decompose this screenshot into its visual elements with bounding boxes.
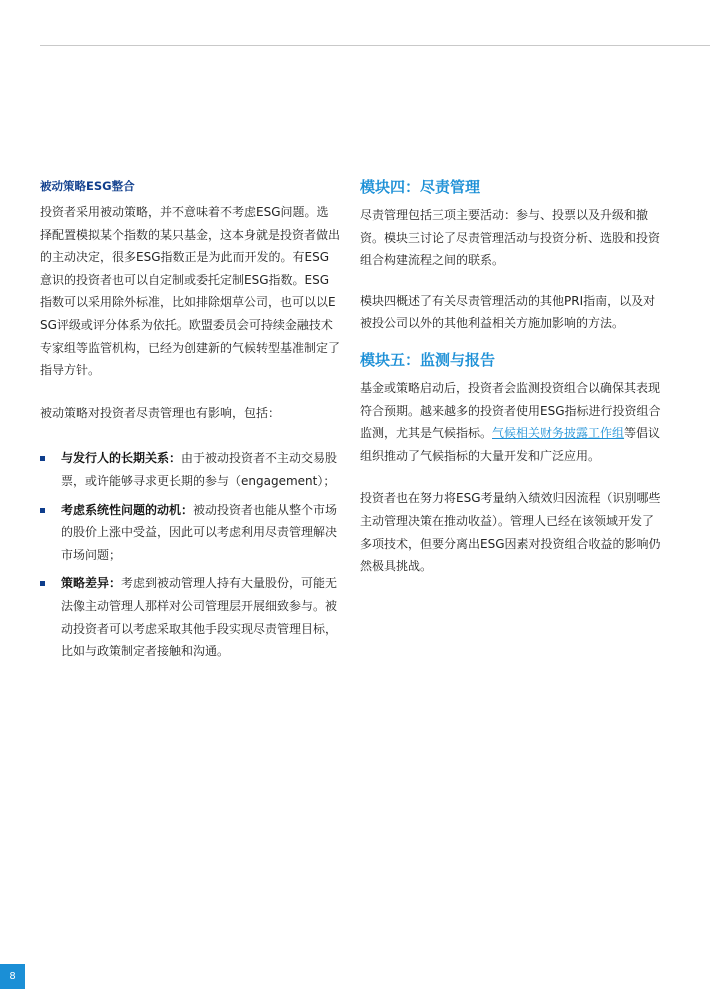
module-5-text-after-link: 等倡议组织推动了气候指标的大量开发和广泛应用。: [360, 426, 661, 463]
bullet-term: 考虑系统性问题的动机：: [61, 502, 194, 517]
right-column: [360, 176, 665, 578]
bullet-text: 考虑到被动管理人持有大量股份，可能无法像主动管理人那样对公司管理层开展细致参与。被动投资者可以考虑采取其他手段实现尽责管理目标，比如与政策制定者接触和沟通。: [61, 576, 338, 659]
tcfd-link[interactable]: 气候相关财务披露工作组: [492, 426, 625, 441]
passive-stewardship-intro: 被动策略对投资者尽责管理也有影响，包括：: [40, 405, 281, 420]
bullet-text: 由于被动投资者不主动交易股票，或许能够寻求更长期的参与（engagement）；: [61, 451, 338, 488]
module-4-paragraph-1: 尽责管理包括三项主要活动：参与、投票以及升级和撤资。模块三讨论了尽责管理活动与投资分析、选股和投资组合构建流程之间的联系。: [360, 208, 661, 268]
bullet-square-icon: [40, 456, 45, 461]
module-5-paragraph-2: 投资者也在努力将ESG考量纳入绩效归因流程（识别哪些主动管理决策在推动收益）。管理人已经在该领域开发了多项技术，但要分离出ESG因素对投资组合收益的影响仍然极具挑战。: [360, 491, 661, 574]
section-heading-passive-esg: 被动策略ESG整合: [40, 179, 135, 193]
list-item: [40, 447, 340, 492]
module-4-paragraph-2: 模块四概述了有关尽责管理活动的其他PRI指南，以及对被投公司以外的其他利益相关方施加影响的方法。: [360, 293, 656, 331]
bullet-text: 被动投资者也能从整个市场的股价上涨中受益，因此可以考虑利用尽责管理解决市场问题；: [61, 502, 338, 562]
stewardship-impact-list: [40, 447, 340, 662]
page-number-badge: 8: [0, 964, 25, 989]
list-item: [40, 499, 340, 567]
module-5-heading: 模块五：监测与报告: [360, 350, 496, 369]
module-5-paragraph-1: [360, 377, 665, 467]
left-column: [40, 178, 340, 669]
header-divider: [40, 45, 710, 46]
passive-esg-paragraph: 投资者采用被动策略，并不意味着不考虑ESG问题。选择配置模拟某个指数的某只基金，这本身就是投资者做出的主动决定，很多ESG指数正是为此而开发的。有ESG意识的投资者也可以自定制或委托定制ESG指数。ESG指数可以采用除外标准，比如排除烟草公司，也可以以ESG评级或评分体系为依托。欧盟委员会可持续金融技术专家组等监管机构，已经为创建新的气候转型基准制定了指导方针。: [40, 205, 341, 378]
bullet-term: 策略差异：: [61, 576, 122, 591]
bullet-term: 与发行人的长期关系：: [61, 451, 182, 466]
bullet-square-icon: [40, 508, 45, 513]
list-item: [40, 572, 340, 662]
module-4-heading: 模块四：尽责管理: [360, 178, 481, 196]
module-5-text-before-link: 基金或策略启动后，投资者会监测投资组合以确保其表现符合预期。越来越多的投资者使用ESG指标进行投资组合监测，尤其是气候指标。: [360, 380, 661, 441]
bullet-square-icon: [40, 581, 45, 586]
